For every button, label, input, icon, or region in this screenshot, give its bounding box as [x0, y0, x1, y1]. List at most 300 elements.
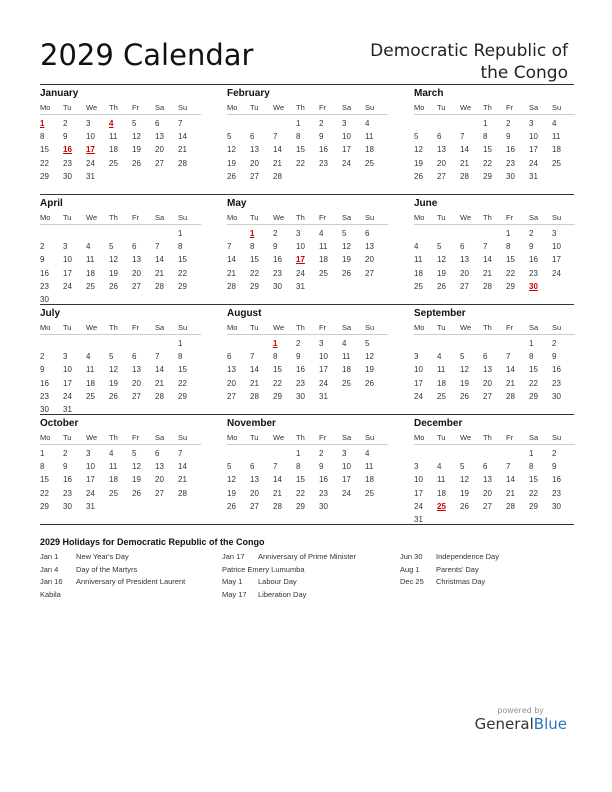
day-cell: 22	[40, 488, 49, 498]
day-cell: 23	[506, 158, 515, 168]
day-cell: 25	[365, 158, 374, 168]
empty-cell	[250, 337, 273, 350]
day-cell: 9	[552, 462, 557, 472]
month-march	[414, 87, 575, 183]
day-cell: 15	[250, 255, 259, 265]
weekday-label: Su	[552, 103, 562, 112]
day-cell: 12	[109, 365, 118, 375]
day-cell: 10	[529, 132, 538, 142]
day-cell: 7	[155, 352, 160, 362]
day-cell: 9	[319, 132, 324, 142]
empty-cell	[40, 337, 63, 350]
day-cell: 19	[460, 378, 469, 388]
holiday-entry	[400, 576, 499, 589]
day-cell: 24	[414, 501, 423, 511]
day-cell: 30	[40, 294, 49, 304]
day-cell: 7	[506, 352, 511, 362]
day-cell: 29	[529, 501, 538, 511]
day-grid	[414, 227, 575, 293]
holiday-day: 1	[40, 119, 45, 128]
day-cell: 10	[296, 242, 305, 252]
empty-cell	[460, 117, 483, 130]
day-cell: 20	[483, 488, 492, 498]
day-cell: 6	[483, 462, 488, 472]
day-cell: 12	[437, 255, 446, 265]
holiday-day: 17	[86, 145, 95, 155]
day-cell: 1	[178, 229, 183, 238]
day-cell: 28	[155, 391, 164, 401]
day-cell: 12	[132, 132, 141, 142]
day-cell: 11	[365, 462, 374, 472]
empty-cell	[506, 447, 529, 460]
day-cell: 29	[483, 171, 492, 181]
day-cell: 7	[178, 449, 183, 458]
month-name: June	[414, 198, 438, 209]
day-cell: 7	[250, 352, 255, 362]
day-cell: 11	[342, 352, 351, 362]
month-october	[40, 417, 201, 513]
month-row	[40, 194, 574, 305]
day-cell: 23	[40, 281, 49, 291]
weekday-header	[414, 211, 575, 225]
weekday-label: Mo	[227, 213, 238, 222]
day-cell: 8	[40, 132, 45, 142]
day-cell: 25	[319, 268, 328, 278]
holiday-date: Aug 1	[400, 564, 420, 574]
day-cell: 4	[86, 352, 91, 362]
day-cell: 25	[552, 158, 561, 168]
day-cell: 24	[63, 391, 72, 401]
weekday-header	[227, 211, 388, 225]
day-cell: 17	[529, 145, 538, 155]
weekday-label: Su	[552, 213, 562, 222]
weekday-header	[227, 431, 388, 445]
day-cell: 8	[506, 242, 511, 252]
day-cell: 21	[483, 268, 492, 278]
holiday-day: 1	[273, 339, 278, 348]
day-cell: 6	[227, 352, 232, 362]
day-cell: 31	[63, 404, 72, 414]
weekday-label: We	[86, 103, 98, 112]
day-cell: 16	[319, 475, 328, 485]
weekday-label: Fr	[319, 213, 327, 222]
empty-cell	[155, 227, 178, 240]
weekday-label: Tu	[437, 433, 446, 442]
day-cell: 19	[109, 378, 118, 388]
day-cell: 13	[365, 242, 374, 252]
day-cell: 1	[178, 339, 183, 348]
day-cell: 3	[342, 449, 347, 458]
day-cell: 12	[227, 475, 236, 485]
day-cell: 2	[273, 229, 278, 238]
day-cell: 20	[460, 268, 469, 278]
day-cell: 12	[414, 145, 423, 155]
day-cell: 16	[63, 475, 72, 485]
month-may	[227, 197, 388, 293]
day-cell: 3	[529, 119, 534, 128]
holiday-entry	[40, 551, 185, 564]
month-name: October	[40, 418, 79, 429]
empty-cell	[227, 447, 250, 460]
weekday-label: Su	[365, 213, 375, 222]
weekday-label: Th	[296, 103, 305, 112]
day-cell: 14	[155, 255, 164, 265]
day-cell: 23	[319, 488, 328, 498]
day-cell: 14	[178, 132, 187, 142]
day-cell: 28	[155, 281, 164, 291]
weekday-label: Tu	[437, 103, 446, 112]
weekday-header	[414, 321, 575, 335]
weekday-label: Fr	[506, 323, 514, 332]
day-cell: 15	[178, 365, 187, 375]
day-cell: 20	[155, 145, 164, 155]
day-cell: 19	[132, 145, 141, 155]
day-cell: 24	[86, 158, 95, 168]
day-cell: 29	[178, 391, 187, 401]
day-cell: 18	[365, 145, 374, 155]
day-cell: 17	[342, 145, 351, 155]
weekday-label: We	[460, 323, 472, 332]
empty-cell	[250, 117, 273, 130]
day-cell: 14	[273, 475, 282, 485]
day-cell: 12	[460, 365, 469, 375]
day-cell: 5	[414, 132, 419, 142]
day-cell: 27	[460, 281, 469, 291]
month-december	[414, 417, 575, 526]
day-cell: 1	[483, 119, 488, 128]
day-cell: 1	[506, 229, 511, 238]
brand-footer	[475, 706, 567, 733]
holiday-column	[400, 551, 499, 589]
weekday-label: We	[273, 433, 285, 442]
day-cell: 20	[365, 255, 374, 265]
day-cell: 14	[155, 365, 164, 375]
day-cell: 24	[319, 378, 328, 388]
day-cell: 16	[552, 365, 561, 375]
day-cell: 26	[414, 171, 423, 181]
day-cell: 8	[40, 462, 45, 472]
day-cell: 4	[414, 242, 419, 252]
day-cell: 3	[414, 462, 419, 472]
empty-cell	[86, 227, 109, 240]
day-cell: 13	[483, 365, 492, 375]
holiday-name: Patrice Emery Lumumba	[222, 564, 305, 574]
day-cell: 6	[460, 242, 465, 252]
weekday-label: Tu	[63, 213, 72, 222]
weekday-label: Sa	[155, 433, 165, 442]
day-cell: 24	[342, 488, 351, 498]
day-cell: 26	[109, 281, 118, 291]
day-cell: 29	[250, 281, 259, 291]
day-cell: 26	[227, 501, 236, 511]
day-cell: 6	[250, 132, 255, 142]
day-cell: 21	[273, 158, 282, 168]
day-cell: 15	[296, 145, 305, 155]
weekday-label: Th	[296, 323, 305, 332]
day-cell: 17	[342, 475, 351, 485]
day-cell: 4	[437, 462, 442, 472]
day-cell: 14	[273, 145, 282, 155]
weekday-label: Sa	[342, 103, 352, 112]
weekday-label: Th	[109, 103, 118, 112]
day-cell: 30	[552, 391, 561, 401]
day-cell: 12	[227, 145, 236, 155]
day-cell: 23	[529, 268, 538, 278]
day-cell: 29	[40, 171, 49, 181]
day-cell: 25	[109, 158, 118, 168]
day-cell: 1	[296, 449, 301, 458]
day-cell: 19	[365, 365, 374, 375]
day-cell: 21	[155, 268, 164, 278]
weekday-label: Sa	[342, 433, 352, 442]
day-cell: 28	[273, 501, 282, 511]
day-cell: 21	[506, 488, 515, 498]
day-cell: 2	[319, 119, 324, 128]
day-cell: 21	[273, 488, 282, 498]
holiday-day: 4	[109, 119, 114, 128]
day-cell: 14	[460, 145, 469, 155]
empty-cell	[40, 227, 63, 240]
weekday-label: Th	[483, 213, 492, 222]
holiday-column	[40, 551, 185, 601]
day-cell: 18	[86, 378, 95, 388]
day-cell: 3	[63, 352, 68, 362]
day-cell: 1	[529, 339, 534, 348]
month-april	[40, 197, 201, 306]
weekday-label: Fr	[132, 433, 140, 442]
day-cell: 1	[529, 449, 534, 458]
month-june	[414, 197, 575, 293]
empty-cell	[250, 447, 273, 460]
day-cell: 2	[63, 449, 68, 458]
month-name: September	[414, 308, 466, 319]
day-cell: 28	[178, 488, 187, 498]
day-cell: 2	[319, 449, 324, 458]
day-cell: 7	[273, 132, 278, 142]
day-grid	[40, 337, 201, 416]
day-cell: 25	[414, 281, 423, 291]
weekday-label: Sa	[529, 103, 539, 112]
holiday-date: Jun 30	[400, 552, 423, 561]
day-cell: 13	[250, 475, 259, 485]
month-row	[40, 84, 574, 195]
day-cell: 28	[460, 171, 469, 181]
holiday-name: Labour Day	[258, 577, 297, 586]
day-cell: 13	[132, 255, 141, 265]
day-cell: 29	[529, 391, 538, 401]
day-cell: 21	[460, 158, 469, 168]
weekday-label: Tu	[250, 323, 259, 332]
day-cell: 18	[319, 255, 328, 265]
weekday-label: Tu	[250, 103, 259, 112]
day-cell: 27	[483, 391, 492, 401]
day-cell: 27	[132, 391, 141, 401]
weekday-label: Mo	[227, 433, 238, 442]
day-cell: 4	[365, 449, 370, 458]
day-cell: 21	[178, 145, 187, 155]
day-cell: 2	[552, 339, 557, 348]
weekday-label: Th	[483, 103, 492, 112]
day-cell: 11	[414, 255, 423, 265]
day-cell: 7	[227, 242, 232, 252]
weekday-label: Su	[178, 213, 188, 222]
day-cell: 28	[506, 391, 515, 401]
day-cell: 24	[552, 268, 561, 278]
day-cell: 4	[342, 339, 347, 348]
day-cell: 4	[319, 229, 324, 238]
day-cell: 15	[529, 475, 538, 485]
day-cell: 13	[155, 132, 164, 142]
day-cell: 27	[132, 281, 141, 291]
day-cell: 14	[178, 462, 187, 472]
holiday-entry	[40, 564, 185, 577]
weekday-label: Fr	[132, 103, 140, 112]
day-cell: 13	[132, 365, 141, 375]
weekday-label: Mo	[414, 323, 425, 332]
weekday-header	[40, 211, 201, 225]
weekday-label: Mo	[40, 433, 51, 442]
day-cell: 27	[155, 158, 164, 168]
day-cell: 10	[342, 462, 351, 472]
empty-cell	[155, 337, 178, 350]
day-grid	[414, 447, 575, 526]
day-cell: 11	[437, 365, 446, 375]
month-july	[40, 307, 201, 416]
weekday-label: Sa	[342, 323, 352, 332]
holiday-name: Liberation Day	[258, 589, 307, 599]
day-cell: 4	[86, 242, 91, 252]
weekday-header	[414, 101, 575, 115]
day-cell: 28	[250, 391, 259, 401]
month-name: February	[227, 88, 270, 99]
weekday-label: Su	[365, 323, 375, 332]
day-cell: 19	[132, 475, 141, 485]
empty-cell	[63, 227, 86, 240]
month-name: August	[227, 308, 262, 319]
weekday-label: Th	[109, 323, 118, 332]
day-cell: 25	[109, 488, 118, 498]
day-cell: 30	[296, 391, 305, 401]
day-cell: 2	[296, 339, 301, 348]
day-cell: 18	[365, 475, 374, 485]
day-cell: 23	[552, 378, 561, 388]
holiday-column	[222, 551, 356, 601]
day-cell: 22	[250, 268, 259, 278]
holiday-date: May 17	[222, 589, 247, 599]
weekday-label: Su	[365, 103, 375, 112]
empty-cell	[483, 227, 506, 240]
day-cell: 25	[86, 281, 95, 291]
day-cell: 20	[250, 158, 259, 168]
holiday-day: 1	[250, 229, 255, 238]
day-cell: 18	[109, 475, 118, 485]
weekday-label: Fr	[506, 433, 514, 442]
holiday-entry	[222, 589, 356, 602]
empty-cell	[506, 337, 529, 350]
day-cell: 9	[273, 242, 278, 252]
day-cell: 6	[250, 462, 255, 472]
day-cell: 7	[460, 132, 465, 142]
day-cell: 25	[365, 488, 374, 498]
day-cell: 11	[109, 132, 118, 142]
holiday-name: New Year's Day	[76, 552, 129, 561]
weekday-label: Fr	[506, 213, 514, 222]
weekday-label: Th	[483, 323, 492, 332]
weekday-label: Su	[178, 433, 188, 442]
day-cell: 5	[437, 242, 442, 252]
day-cell: 20	[227, 378, 236, 388]
day-cell: 19	[414, 158, 423, 168]
day-grid	[414, 117, 575, 183]
day-cell: 18	[342, 365, 351, 375]
day-cell: 11	[319, 242, 328, 252]
weekday-header	[227, 101, 388, 115]
day-grid	[227, 117, 388, 183]
day-cell: 17	[414, 488, 423, 498]
weekday-label: Sa	[529, 433, 539, 442]
month-january	[40, 87, 201, 183]
holiday-entry	[222, 564, 356, 577]
day-cell: 3	[319, 339, 324, 348]
empty-cell	[414, 447, 437, 460]
day-cell: 30	[63, 171, 72, 181]
day-cell: 16	[40, 268, 49, 278]
day-cell: 5	[132, 119, 137, 128]
day-cell: 2	[40, 242, 45, 252]
holiday-date: Jan 1	[40, 552, 59, 561]
weekday-label: We	[273, 103, 285, 112]
day-cell: 19	[437, 268, 446, 278]
day-cell: 14	[227, 255, 236, 265]
day-cell: 25	[437, 391, 446, 401]
day-cell: 10	[86, 462, 95, 472]
day-cell: 4	[365, 119, 370, 128]
month-february	[227, 87, 388, 183]
day-cell: 31	[296, 281, 305, 291]
day-cell: 9	[40, 255, 45, 265]
day-cell: 13	[155, 462, 164, 472]
holiday-date: Dec 25	[400, 577, 424, 586]
day-cell: 24	[414, 391, 423, 401]
day-cell: 31	[86, 501, 95, 511]
day-cell: 24	[342, 158, 351, 168]
day-cell: 23	[63, 158, 72, 168]
day-cell: 8	[178, 242, 183, 252]
day-cell: 12	[460, 475, 469, 485]
holiday-name: Anniversary of President Laurent	[76, 577, 186, 586]
day-cell: 28	[506, 501, 515, 511]
weekday-label: Fr	[319, 103, 327, 112]
day-cell: 12	[109, 255, 118, 265]
day-cell: 14	[506, 475, 515, 485]
day-cell: 26	[132, 158, 141, 168]
day-cell: 23	[319, 158, 328, 168]
day-cell: 13	[460, 255, 469, 265]
day-cell: 4	[552, 119, 557, 128]
day-cell: 18	[437, 488, 446, 498]
holiday-entry	[222, 576, 356, 589]
holiday-name: Kabila	[40, 589, 61, 599]
day-cell: 6	[483, 352, 488, 362]
day-cell: 28	[273, 171, 282, 181]
day-cell: 18	[86, 268, 95, 278]
day-cell: 15	[506, 255, 515, 265]
day-cell: 16	[319, 145, 328, 155]
day-cell: 7	[155, 242, 160, 252]
weekday-label: Sa	[155, 213, 165, 222]
day-cell: 19	[109, 268, 118, 278]
bottom-divider	[40, 524, 574, 525]
